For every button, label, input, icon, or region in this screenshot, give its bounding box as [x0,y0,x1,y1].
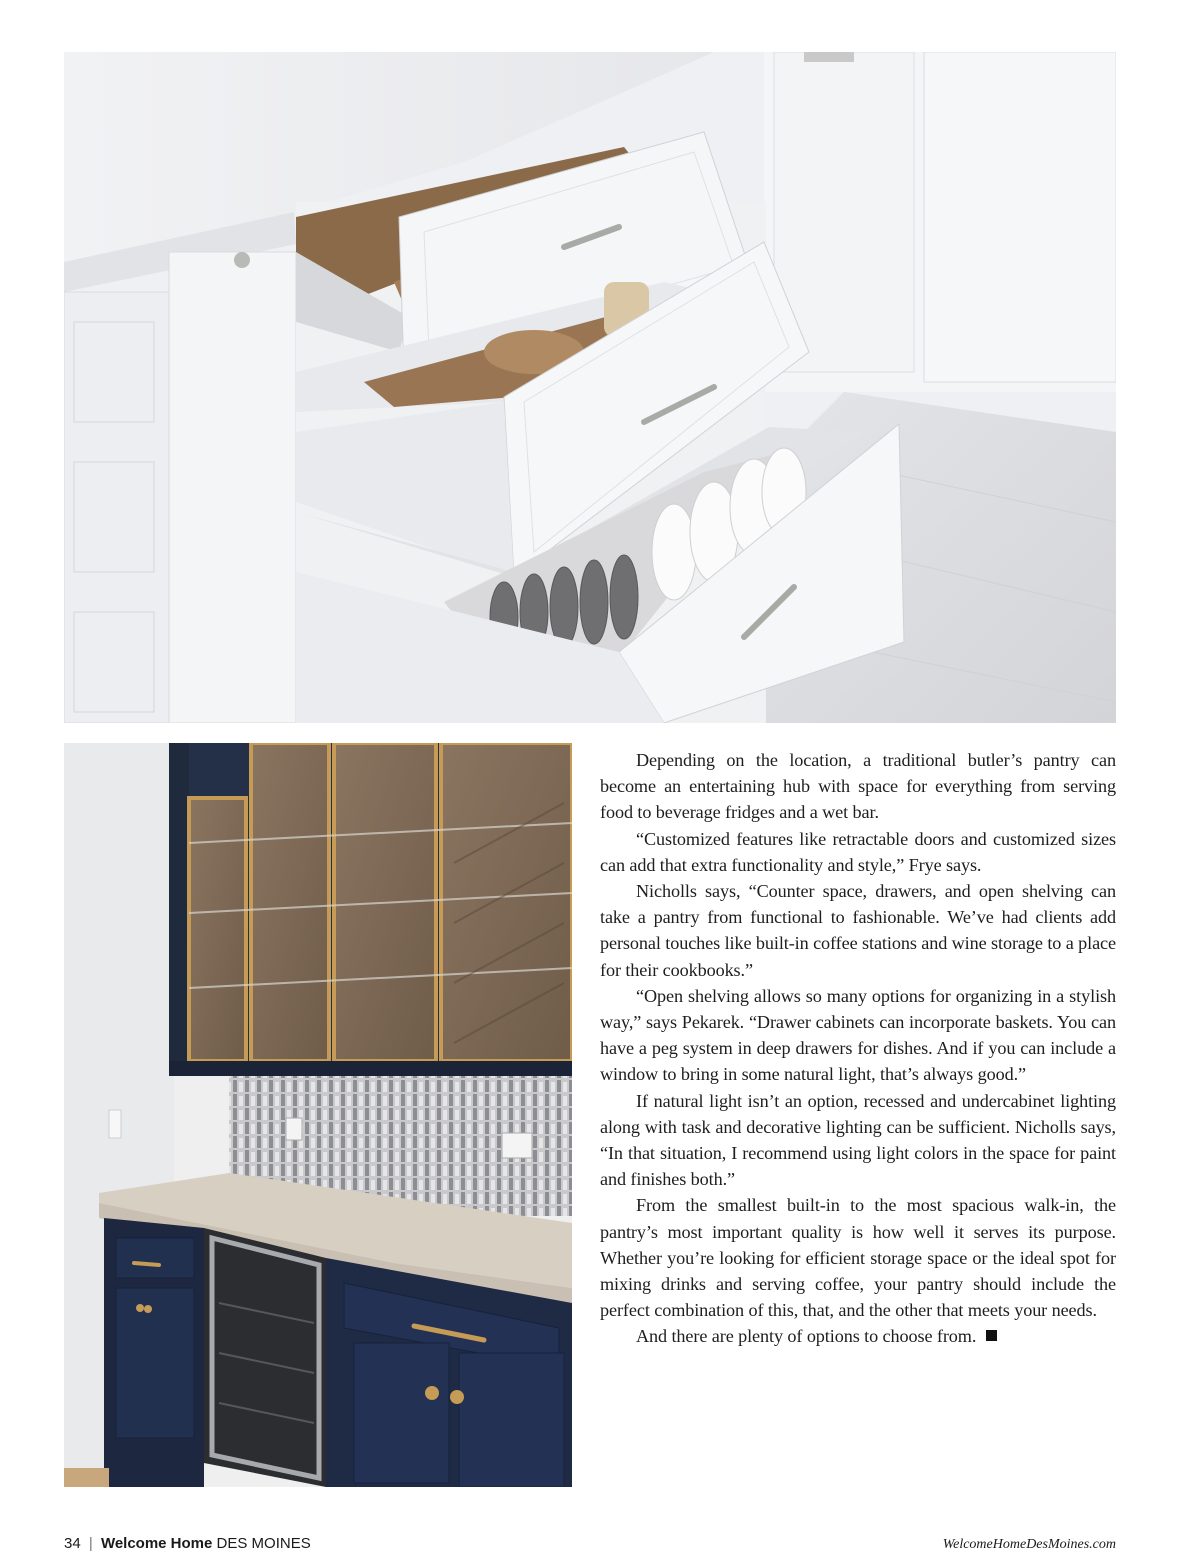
magazine-city: DES MOINES [216,1535,311,1552]
article-paragraph: “Customized features like retractable doors and customized sizes can add that extra functionality and style,” Frye says. [600,828,1116,875]
article-final-text: And there are plenty of options to choose from. [636,1326,977,1347]
article-paragraph: Nicholls says, “Counter space, drawers, and open shelving can take a pantry from functional to fashionable. We’ve had clients add personal touches like built-in coffee stations and wine storage to a place for their cookbooks.” [600,881,1116,980]
page-number: 34 [64,1535,81,1552]
end-of-article-square-icon [986,1330,997,1341]
article-final-paragraph [600,1323,1116,1349]
article-paragraph: Depending on the location, a traditional butler’s pantry can become an entertaining hub with space for everything from serving food to beverage fridges and a wet bar. [600,750,1116,823]
article-paragraph: “Open shelving allows so many options for organizing in a stylish way,” says Pekarek. “Drawer cabinets can incorporate baskets. You can have a peg system in deep drawers for dishes. And if you can include a window to bring in some natural light, that’s always good.” [600,985,1116,1085]
footer-folio [64,1535,311,1552]
magazine-website: WelcomeHomeDesMoines.com [942,1537,1116,1552]
folio-separator: | [88,1535,93,1552]
article-paragraph: From the smallest built-in to the most spacious walk-in, the pantry’s most important quality is how well it serves its purpose. Whether you’re looking for efficient storage space or the ideal spot for mixing drinks and serving coffee, your pantry should include the perfect combination of this, that, and the other that meets your needs. [600,1195,1116,1321]
article-paragraph: If natural light isn’t an option, recessed and undercabinet lighting along with task and decorative lighting can be sufficient. Nicholls says, “In that situation, I recommend using light colors in the space for paint and finishes both.” [600,1090,1116,1190]
article-body [600,747,1116,1350]
white-kitchen-drawers-photo [64,52,1116,723]
navy-butlers-pantry-photo [64,743,572,1487]
magazine-name: Welcome Home [100,1535,213,1552]
